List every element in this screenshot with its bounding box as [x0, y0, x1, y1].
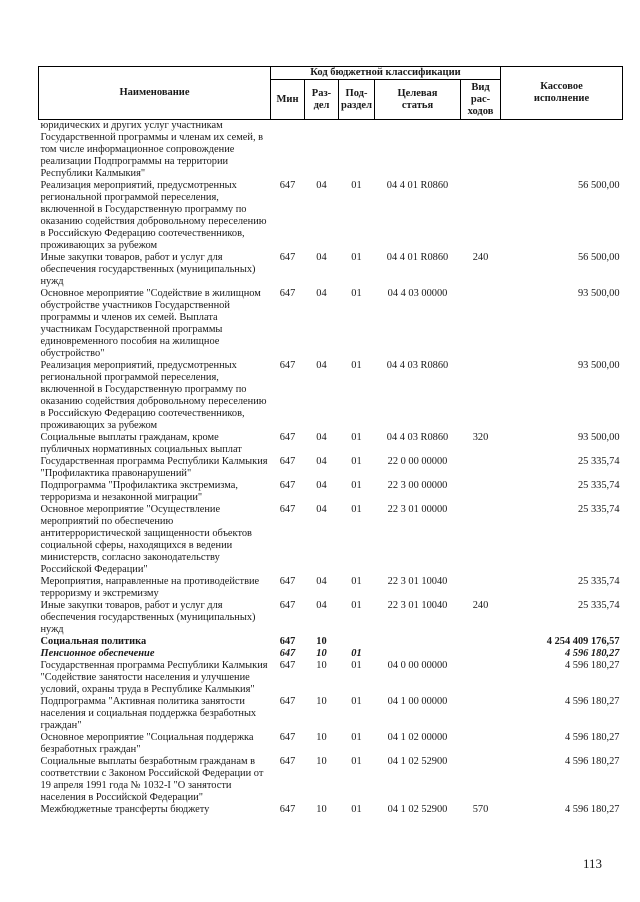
row-podrazdel: 01 [351, 432, 362, 443]
row-min: 647 [279, 732, 296, 743]
row-podrazdel: 01 [351, 696, 362, 707]
row-name: Основное мероприятие "Социальная поддержка безработных граждан" [40, 732, 254, 755]
table-row [39, 252, 623, 288]
row-min: 647 [279, 180, 296, 191]
row-razdel: 04 [316, 480, 327, 491]
row-podrazdel: 01 [351, 360, 362, 371]
row-vid: 240 [472, 252, 489, 263]
row-target: 22 3 01 00000 [387, 504, 448, 515]
table-row [39, 576, 623, 600]
row-amount: 4 596 180,27 [564, 756, 620, 767]
row-podrazdel: 01 [351, 288, 362, 299]
row-amount: 4 596 180,27 [564, 696, 620, 707]
row-target: 04 1 02 00000 [387, 732, 448, 743]
row-vid [461, 120, 501, 181]
row-name: Реализация мероприятий, предусмотренных региональной программой переселения, включенной в Государственную программу по оказанию содействия добровольному переселению в Российскую Федерацию соотечественников, проживающих за рубежом [40, 360, 267, 431]
row-min: 647 [279, 432, 296, 443]
row-target: 04 4 03 R0860 [386, 432, 449, 443]
row-vid [461, 576, 501, 600]
row-amount: 93 500,00 [577, 432, 620, 443]
header-vid: Вид рас- ходов [461, 80, 501, 120]
row-target [375, 636, 461, 648]
table-row [39, 756, 623, 804]
row-razdel: 10 [316, 648, 327, 659]
row-podrazdel: 01 [351, 456, 362, 467]
row-podrazdel [339, 120, 375, 181]
table-row [39, 180, 623, 252]
row-min: 647 [279, 456, 296, 467]
row-min [271, 120, 305, 181]
table-row [39, 636, 623, 648]
row-vid [461, 456, 501, 480]
row-vid [461, 756, 501, 804]
row-target: 22 0 00 00000 [387, 456, 448, 467]
header-amount: Кассовое исполнение [501, 67, 623, 120]
row-target: 04 4 03 00000 [387, 288, 448, 299]
row-podrazdel: 01 [351, 576, 362, 587]
row-razdel: 10 [316, 756, 327, 767]
row-vid [461, 732, 501, 756]
row-podrazdel: 01 [351, 648, 362, 659]
row-min: 647 [279, 288, 296, 299]
row-min: 647 [279, 696, 296, 707]
row-amount: 56 500,00 [577, 180, 620, 191]
row-amount: 4 596 180,27 [564, 660, 620, 671]
budget-table-sheet [38, 66, 622, 816]
table-row [39, 804, 623, 816]
row-target: 04 4 01 R0860 [386, 180, 449, 191]
row-target: 04 0 00 00000 [387, 660, 448, 671]
row-name: Основное мероприятие "Содействие в жилищном обустройстве участников Государственной программы и членов их семей. Выплата участникам Государственной программы единовременного пособия на жилищное обустройство" [40, 288, 261, 359]
row-min: 647 [279, 636, 296, 647]
page-number: 113 [583, 856, 603, 871]
row-name: Подпрограмма "Активная политика занятости населения и социальная поддержка безработных граждан" [40, 696, 257, 731]
row-name: Государственная программа Республики Калмыкия "Содействие занятости населения и улучшение условий, охраны труда в Республике Калмыкия" [40, 660, 268, 695]
row-min: 647 [279, 756, 296, 767]
row-razdel: 10 [316, 636, 327, 647]
row-podrazdel: 01 [351, 504, 362, 515]
row-razdel: 04 [316, 600, 327, 611]
row-amount: 4 596 180,27 [564, 732, 620, 743]
row-amount: 4 596 180,27 [564, 648, 620, 659]
row-name: Иные закупки товаров, работ и услуг для обеспечения государственных (муниципальных) нужд [40, 252, 256, 287]
header-podrazdel: Под- раздел [339, 80, 375, 120]
row-vid [461, 180, 501, 252]
row-name: Мероприятия, направленные на противодействие терроризму и экстремизму [40, 576, 260, 599]
row-name: Социальная политика [40, 636, 147, 647]
row-podrazdel: 01 [351, 732, 362, 743]
table-row [39, 432, 623, 456]
row-target: 22 3 00 00000 [387, 480, 448, 491]
row-target [375, 120, 461, 181]
row-min: 647 [279, 660, 296, 671]
row-razdel: 04 [316, 180, 327, 191]
table-row [39, 360, 623, 432]
row-amount: 25 335,74 [577, 456, 620, 467]
row-razdel: 04 [316, 576, 327, 587]
row-vid [461, 288, 501, 360]
row-name: юридических и других услуг участникам Государственной программы и членам их семей, в том числе информационное сопровождение реализации Подпрограммы на территории Республики Калмыкия" [40, 120, 264, 179]
table-row [39, 660, 623, 696]
header-razdel: Раз- дел [305, 80, 339, 120]
header-min: Мин [271, 80, 305, 120]
row-podrazdel: 01 [351, 804, 362, 815]
row-razdel: 04 [316, 360, 327, 371]
row-amount: 4 254 409 176,57 [546, 636, 620, 647]
row-target: 22 3 01 10040 [387, 600, 448, 611]
row-target: 04 1 02 52900 [387, 804, 448, 815]
row-vid [461, 504, 501, 576]
row-min: 647 [279, 480, 296, 491]
row-name: Иные закупки товаров, работ и услуг для обеспечения государственных (муниципальных) нужд [40, 600, 256, 635]
row-vid: 240 [472, 600, 489, 611]
row-vid [461, 660, 501, 696]
table-row [39, 732, 623, 756]
row-min: 647 [279, 576, 296, 587]
row-min: 647 [279, 648, 296, 659]
row-razdel: 04 [316, 252, 327, 263]
row-vid [461, 360, 501, 432]
row-amount: 4 596 180,27 [564, 804, 620, 815]
row-razdel: 04 [316, 456, 327, 467]
row-min: 647 [279, 804, 296, 815]
row-vid [461, 636, 501, 648]
row-name: Социальные выплаты гражданам, кроме публичных нормативных социальных выплат [40, 432, 242, 455]
header-target: Целевая статья [375, 80, 461, 120]
row-vid: 570 [472, 804, 489, 815]
row-razdel: 04 [316, 432, 327, 443]
row-razdel: 10 [316, 804, 327, 815]
row-razdel: 10 [316, 660, 327, 671]
row-podrazdel: 01 [351, 600, 362, 611]
table-row [39, 504, 623, 576]
row-target: 04 1 02 52900 [387, 756, 448, 767]
header-name: Наименование [39, 67, 271, 120]
row-razdel: 10 [316, 696, 327, 707]
row-name: Государственная программа Республики Калмыкия "Профилактика правонарушений" [40, 456, 268, 479]
table-row [39, 696, 623, 732]
row-name: Подпрограмма "Профилактика экстремизма, терроризма и незаконной миграции" [40, 480, 238, 503]
row-amount: 25 335,74 [577, 480, 620, 491]
row-amount: 93 500,00 [577, 288, 620, 299]
row-vid: 320 [472, 432, 489, 443]
row-razdel: 04 [316, 504, 327, 515]
row-min: 647 [279, 600, 296, 611]
table-row [39, 480, 623, 504]
row-target: 04 1 00 00000 [387, 696, 448, 707]
row-razdel: 10 [316, 732, 327, 743]
row-podrazdel [339, 636, 375, 648]
row-name: Основное мероприятие "Осуществление мероприятий по обеспечению антитеррористической защищенности объектов социальной сферы, находящихся в ведении министерств, согласно законодательству Российской Федерации" [40, 504, 252, 575]
table-row [39, 600, 623, 636]
table-row [39, 288, 623, 360]
row-razdel: 04 [316, 288, 327, 299]
row-amount: 25 335,74 [577, 504, 620, 515]
row-target [375, 648, 461, 660]
row-name: Межбюджетные трансферты бюджету [40, 804, 210, 815]
row-name: Социальные выплаты безработным гражданам в соответствии с Законом Российской Федерации от 19 апреля 1991 года № 1032-I "О занятости населения в Российской Федерации" [40, 756, 264, 803]
table-row [39, 120, 623, 181]
row-podrazdel: 01 [351, 180, 362, 191]
row-target: 04 4 01 R0860 [386, 252, 449, 263]
row-vid [461, 480, 501, 504]
row-min: 647 [279, 252, 296, 263]
row-amount: 25 335,74 [577, 576, 620, 587]
row-razdel [305, 120, 339, 181]
row-amount: 93 500,00 [577, 360, 620, 371]
row-min: 647 [279, 504, 296, 515]
header-code-group: Код бюджетной классификации [271, 67, 501, 80]
row-amount: 25 335,74 [577, 600, 620, 611]
row-min: 647 [279, 360, 296, 371]
row-name: Реализация мероприятий, предусмотренных региональной программой переселения, включенной в Государственную программу по оказанию содействия добровольному переселению в Российскую Федерацию соотечественников, проживающих за рубежом [40, 180, 267, 251]
budget-execution-table [38, 66, 623, 816]
row-target: 22 3 01 10040 [387, 576, 448, 587]
row-target: 04 4 03 R0860 [386, 360, 449, 371]
row-name: Пенсионное обеспечение [40, 648, 155, 659]
table-row [39, 648, 623, 660]
row-vid [461, 696, 501, 732]
row-amount [501, 120, 623, 181]
row-podrazdel: 01 [351, 660, 362, 671]
row-podrazdel: 01 [351, 252, 362, 263]
row-podrazdel: 01 [351, 756, 362, 767]
table-header [39, 67, 623, 120]
row-vid [461, 648, 501, 660]
table-row [39, 456, 623, 480]
row-podrazdel: 01 [351, 480, 362, 491]
table-body [39, 120, 623, 817]
row-amount: 56 500,00 [577, 252, 620, 263]
